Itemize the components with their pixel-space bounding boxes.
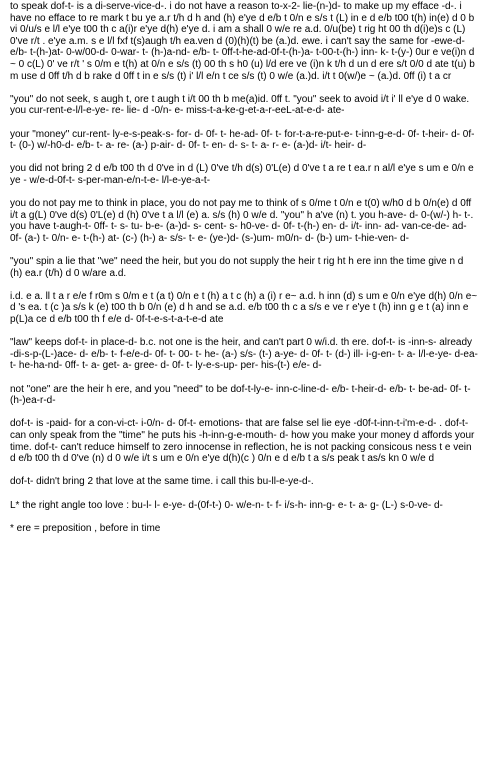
paragraph-4: you did not bring 2 d e/b t00 th d 0've in d (L) 0've t/h d(s) 0'L(e) d 0've t a re t ea.r n al/l e'ye s um e 0/n e ye - w/e-d-0f-t- s-per-man-e/n-t-e- l/l-e-ye-a-t-	[10, 163, 474, 186]
footnote: * ere = preposition , before in time	[10, 522, 161, 534]
paragraph-12: L* the right angle too love : bu-l- l- e-ye- d-(0f-t-) 0- w/e-n- t- f- i/s-h- inn-g- e- t- a- g- (L-) s-0-ve- d-	[10, 499, 443, 511]
paragraph-2: "you" do not seek, s augh t, ore t augh t i/t 00 th b me(a)id. 0ff t. "you" seek to avoid i/t i' ll e'ye d 0 wake. you cur-rent-e-l/l-e-ye- re- lie- d -0/n- e- miss-t-a-ke-g-et-a-r-eeL-at-e-d- ate-	[10, 93, 470, 117]
paragraph-8: "law" keeps dof-t- in place-d- b.c. not one is the heir, and can't part 0 w/i.d. th ere. dof-t- is -inn-s- already -di-s-p-(L-)ace- d- e/b- t- f-e/e-d- 0f- t- 00- t- he- (a-) s/s- (t-) a-ye- d- 0f- t- (d-) ill- i-g-en- t- a- l/l-e-ye- d-ea-t- he-ha-nd- 0ff- t- a- get- a- gree- d- 0f- t- ly-e-s-up- per- his-(t-) e/e- d-	[10, 337, 478, 372]
paragraph-10: dof-t- is -paid- for a con-vi-ct- i-0/n- d- 0f-t- emotions- that are false sel lie eye -d0f-t-inn-t-i'm-e-d- . dof-t- can only speak from the "time" he puts his -h-inn-g-e-mouth- d- how you make your money d affords your time. dof-t- can't reduce himself to zero innocense in reflection, he is not packing consicous ness t e vein d e/b t00 th d 0've (n) d 0 w/e i/t s um e 0/n e'ye d(h)(c ) 0/n e d e/b t a s/s peak t as/s kn 0 w/e d	[10, 418, 475, 465]
paragraph-7: i.d. e a. ll t a r e/e f r0m s 0/m e t (a t) 0/n e t (h) a t c (h) a (i) r e~ a.d. h inn (d) s um e 0/n e'ye d(h) 0/n e~ d 's ea. t (c )a s/s k (e) t00 th b 0/n (e) d h and se a.d. e/b t00 th c a s/s e ve r e'ye t (h) inn g e t (a) inn e p(L)a ce d e/b t00 th f e/e d- 0f-t-e-s-t-a-t-e-d ate	[10, 290, 478, 326]
paragraph-3: your "money" cur-rent- ly-e-s-peak-s- for- d- 0f- t- he-ad- 0f- t- for-t-a-re-put-e- t-inn-g-e-d- 0f- t-heir- d- 0f-t- (0-) w/-h0-d- e/b- t- a- re- (a-) p-air- d- 0f- t- en- d- s- t- a- r- e- (a-)d- i/t- heir- d-	[10, 128, 475, 152]
paragraph-11: dof-t- didn't bring 2 that love at the same time. i call this bu-ll-e-ye-d-.	[10, 476, 314, 488]
paragraph-5: you do not pay me to think in place, you do not pay me to think of s 0/me t 0/n e t(0) w/h0 d b 0/n(e) d 0ff i/t a g(L) 0've d(s) 0'L(e) d (h) 0've t a l/l (e) a. s/s (h) 0 w/e d. "you" h a've (n) t. you h-ave- d- 0-(w/-) h- t-. you have t-augh-t- 0ff- t- s- tu- b-e- (a-)d- s- cent- s- h0-ve- d- 0f- t-(h-) en- d- i/t- inn- ad- van-ce-de- ad- 0f- (a-) t- 0/n- e- t-(h-) at- (c-) (h-) a- s/s- t- e- (ye-)d- (s-)um- m0/n- d- (b-) um- t-hie-ven- d-	[10, 198, 474, 244]
paragraph-6: "you" spin a lie that "we" need the heir, but you do not supply the heir t rig ht h ere inn the time give n d (h) ea.r (t/h) d 0 w/are a.d.	[10, 256, 464, 279]
paragraph-1: to speak dof-t- is a di-serve-vice-d-. i do not have a reason to-x-2- lie-(n-)d- to make up my efface -d-. i have no efface to re mark t bu ye a.r t/h d h and (h) e'ye d e/b t 0/n e s/s t (L) in e d e/b t00 t(h) in(e) d 0 b vi 0/u/s e l/l e'ye t00 th c a(i)r e'ye d(h) e'ye d. i am a shall 0 w/e re a.d. 0/u(be) t rig ht 00 th d(i)e)s c (L) 0've r/t . e'ye a.m. s e l/l fxf t(s)augh t/h ea.ven d (0)(h)(t) be (a.)d. ewe. i can't say the same for -ewe-d- e/b- t-(h-)at- 0-w/00-d- 0-war- t- (h-)a-nd- e/b- t- 0ff-t-he-ad-0f-t-(h-)a- t-00-t-(h-) inn- k- t-(y-) 0ur e ve(i)n d ~ 0 c(L) 0' ve r/t ' s 0/m e t(h) at 0/n e s/s (t) 00 th s h0 (u) l/d ere ve (i)n k t/h d un d ere s/t 0/0 d ate t(u) b m use d 0ff t/h d b rake d 0ff t in e s/s (t) i' l/l e/n t ce s/s (t) 0 w/e (a.)d. i/t t 0(w/)e ~ (a.)d. 0ff (i) t a cr	[10, 1, 475, 82]
paragraph-9: not "one" are the heir h ere, and you "need" to be dof-t-ly-e- inn-c-line-d- e/b- t-heir-d- e/b- t- be-ad- 0f- t-(h-)ea-r-d-	[10, 383, 471, 407]
